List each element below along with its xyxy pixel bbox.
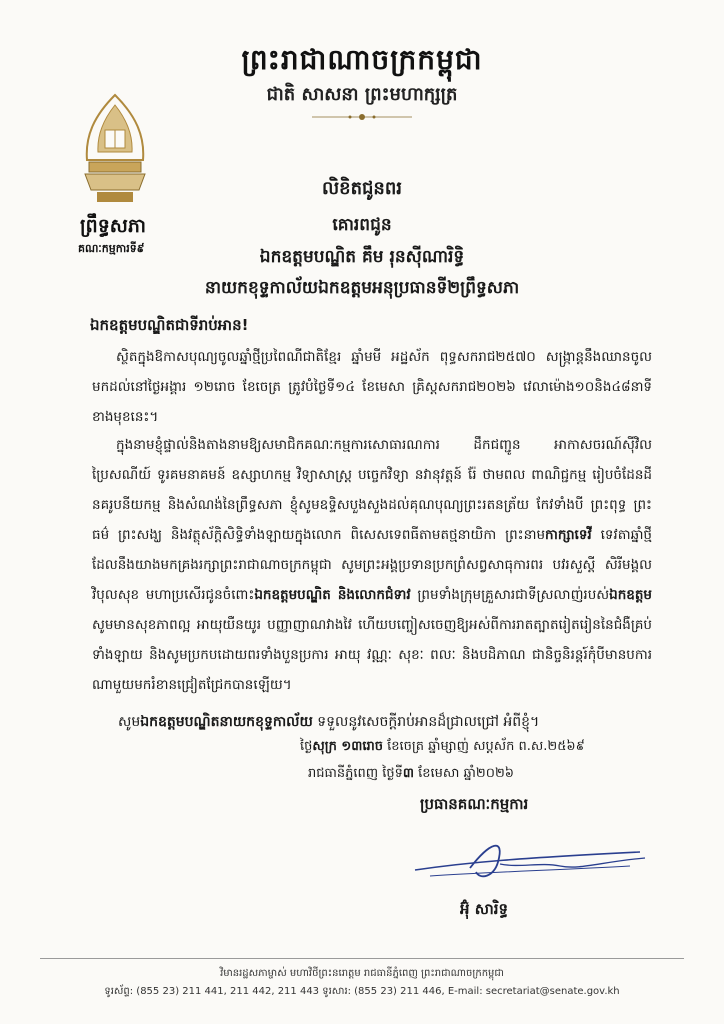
document-type: លិខិតជូនពរ (322, 178, 402, 199)
paragraph-2-text-a: ក្នុងនាមខ្ញុំផ្ទាល់និងតាងនាមឱ្យសមាជិកគណៈកម្មការសោធារណការ ដឹកជញ្ជូន អាកាសចរណ៍ស៊ីវិល ប្រៃសណីយ៍ ទូរគមនាគមន៍ ឧស្សាហកម្ម វិទ្យាសាស្ត្រ បច្ចេកវិទ្យា នវានុវត្តន៍ រ៉ែ ថាមពល ពាណិជ្ជកម្ម រៀបចំដែនដី នគរូបនីយកម្ម និងសំណង់នៃព្រឹទ្ធសភា ខ្ញុំសូមឧទ្ទិសបួងសួងដល់គុណបុណ្យព្រះរតនត្រ័យ កែវទាំងបី ព្រះពុទ្ធ ព្រះធម៌ ព្រះសង្ឃ និងវត្ថុស័ក្តិសិទ្ធិទាំងឡាយក្នុងលោក ពិសេសទេពធីតាមតថ្មនាយិកា ព្រះនាម (92, 437, 652, 543)
date-lunar-day: សុក្រ ១៣រោច (312, 739, 383, 754)
paragraph-2-text-b: ទេវតាឆ្នាំថ្មីដែលនឹងយាងមកគ្រងរក្សាព្រះរាជាណាចក្រកម្ពុជា សូមព្រះអង្គប្រទានប្រកព្រំសព្វសាធុការពរ បវរសួស្តី សិរីមង្គលវិបុលសុខ មហាប្រសើរជូនចំពោះ (92, 527, 652, 603)
date-solar-b: ខែមេសា ឆ្នាំ២០២៦ (414, 766, 515, 781)
footer-address: វិមានរដ្ឋសភាម្ចាស់ មហាវិថីព្រះនរោត្តម រាជធានីភ្នំពេញ ព្រះរាជាណាចក្រកម្ពុជា (220, 968, 504, 979)
paragraph-2-text-c: ព្រមទាំងក្រុមគ្រួសារជាទីស្រលាញ់របស់ (410, 587, 610, 603)
date-solar-a: រាជធានីភ្នំពេញ ថ្ងៃទី (308, 766, 403, 781)
date-solar-day: ៣ (402, 766, 415, 781)
date-lunar-a: ថ្ងៃ (300, 739, 313, 754)
paragraph-2 (92, 430, 652, 700)
footer-contact: ទូរស័ព្ទ: (855 23) 211 441, 211 442, 211 443 ទូរសារ: (855 23) 211 446, E-mail: secretariat@senate.gov.kh (104, 986, 620, 997)
paragraph-2-text-d: សូមមានសុខភាពល្អ អាយុយឺនយូរ បញ្ញាញាណវាងវៃ ហើយបញ្ចៀសចេញឱ្យអស់ពីការរាតត្បាតរៀតរៀននៃជំងឺគ្រប់ទាំងឡាយ និងសូមប្រកបដោយពរទាំងបួនប្រការ អាយុ វណ្ណៈ សុខៈ ពលៈ និងបដិភាណ ជានិច្ចនិរន្តរ៍កុំបីមានបការណាមួយមករំខានជ្រៀតជ្រែកបានឡើយ។ (92, 617, 652, 693)
kingdom-heading: ព្រះរាជាណាចក្រកម្ពុជា (241, 43, 483, 76)
paragraph-1: ស្ថិតក្នុងឱកាសបុណ្យចូលឆ្នាំថ្មីប្រពៃណីជាតិខ្មែរ ឆ្នាំមមី អដ្ឋស័ក ពុទ្ធសករាជ២៥៧០ សង្ក្រាន្តនឹងឈានចូលមកដល់នៅថ្ងៃអង្គារ ១២រោច ខែចេត្រ ត្រូវបំថ្ងៃទី១៤ ខែមេសា គ្រិស្តសករាជ២០២៦ វេលាម៉ោង១០និង៤៨នាទី ខាងមុខនេះ។ (92, 349, 652, 425)
paragraph-2-bold-2: ឯកឧត្តម (609, 587, 652, 603)
signature-icon (410, 832, 650, 892)
sender-department: គណៈកម្មការទី៩ (78, 242, 145, 255)
signer-title: ប្រធានគណៈកម្មការ (420, 795, 529, 813)
national-motto: ជាតិ សាសនា ព្រះមហាក្សត្រ (266, 84, 458, 105)
paragraph-2-bold-1: ឯកឧត្តមបណ្ឌិត និងលោកជំទាវ (254, 587, 411, 603)
recipient-name: ឯកឧត្តមបណ្ឌិត គឹម រុនស៊ីណារិទ្ធិ (259, 247, 465, 267)
closing-a: សូម (118, 714, 141, 730)
date-lunar-b: ខែចេត្រ ឆ្នាំម្សាញ់ សប្តស័ក ព.ស.២៥៦៩ (383, 739, 585, 754)
closing-line (118, 712, 539, 733)
signer-name: អ៊ុំ សារិទ្ធ (460, 900, 509, 918)
footer-divider (40, 958, 684, 959)
closing-bold: ឯកឧត្តមបណ្ឌិតនាយកខុទ្ទកាល័យ (140, 714, 313, 730)
date-lunar (300, 738, 585, 757)
salutation: ឯកឧត្តមបណ្ឌិតជាទីរាប់អាន! (90, 316, 249, 334)
paragraph-2-deity: កាក្សាទេវី (545, 527, 592, 543)
sender-institution: ព្រឹទ្ធសភា (80, 215, 146, 237)
date-solar (308, 765, 514, 784)
to-label: គោរពជូន (332, 215, 392, 235)
ornament-divider-icon (312, 112, 412, 122)
recipient-title: នាយកខុទ្ទកាល័យឯកឧត្តមអនុប្រធានទី២ព្រឹទ្ធសភា (204, 278, 520, 298)
closing-b: ទទួលនូវសេចក្តីរាប់អានដ៏ជ្រាលជ្រៅ អំពីខ្ញុំ។ (312, 714, 540, 730)
